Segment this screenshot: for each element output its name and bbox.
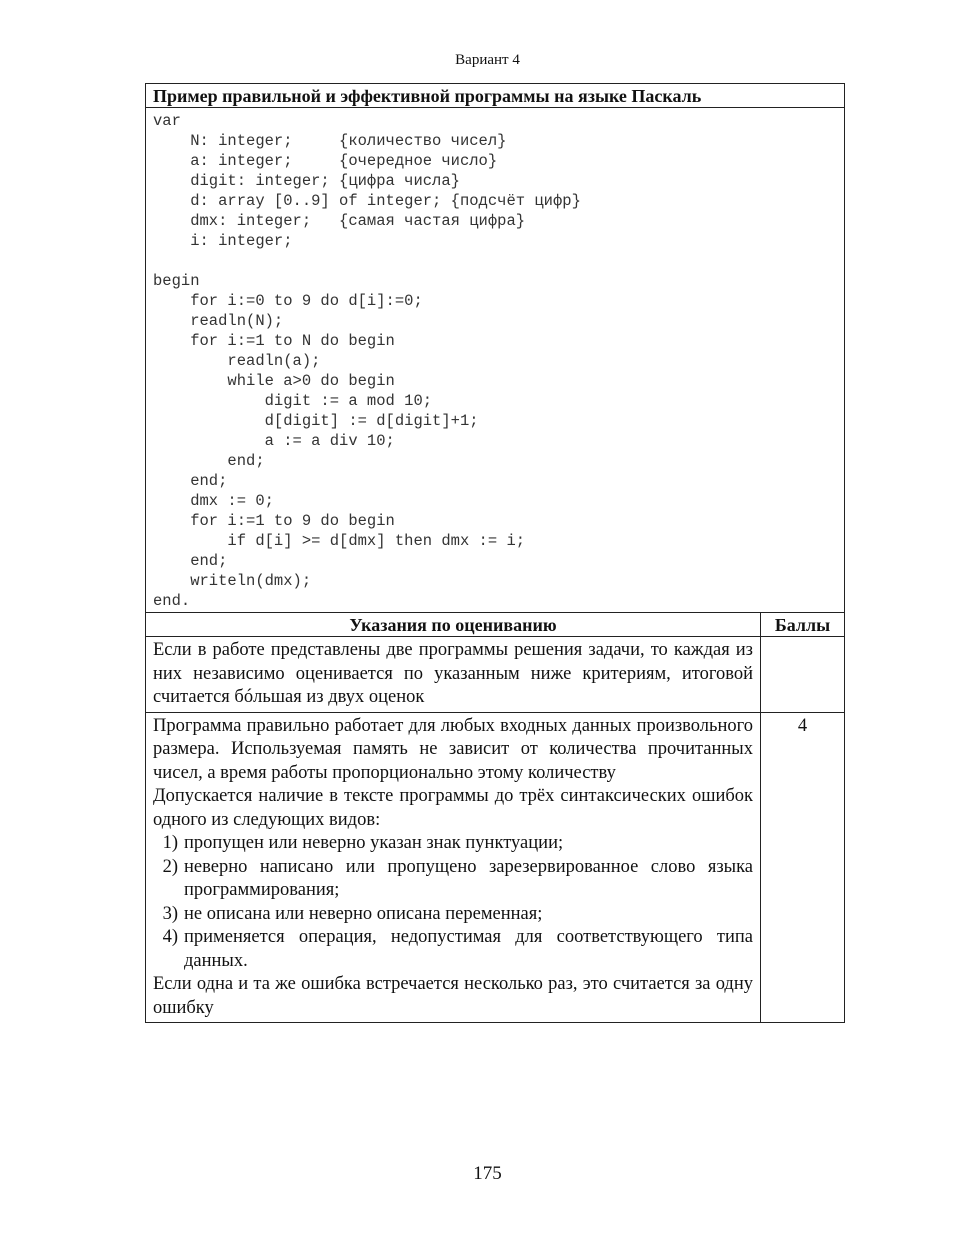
code-line: var: [153, 112, 181, 130]
criteria-heading: Указания по оцениванию: [146, 613, 761, 637]
code-line: readln(a);: [153, 352, 321, 370]
code-line: begin: [153, 272, 200, 290]
list-item-number: 4): [162, 927, 178, 947]
code-line: while a>0 do begin: [153, 372, 395, 390]
code-line: readln(N);: [153, 312, 284, 330]
criteria-cell: [146, 712, 761, 1023]
code-line: for i:=0 to 9 do d[i]:=0;: [153, 292, 423, 310]
list-item-text: применяется операция, недопустимая для соответствующего типа данных.: [184, 927, 753, 971]
grading-table: [145, 83, 845, 1023]
program-code: [146, 108, 845, 613]
list-item-text: пропущен или неверно указан знак пунктуации;: [184, 833, 564, 853]
list-item: [153, 856, 753, 903]
code-line: digit := a mod 10;: [153, 392, 433, 410]
criteria-paragraph-3: Если одна и та же ошибка встречается несколько раз, это считается за одну ошибку: [153, 974, 753, 1018]
list-item-number: 3): [162, 903, 178, 924]
program-title: Пример правильной и эффективной программы на языке Паскаль: [146, 84, 845, 108]
code-line: i: integer;: [153, 232, 293, 250]
criteria-score: 4: [761, 712, 845, 1023]
list-item-number: 2): [162, 856, 178, 877]
code-line: end;: [153, 552, 228, 570]
list-item: [153, 832, 753, 856]
intro-score: [761, 637, 845, 713]
criteria-paragraph-1: Программа правильно работает для любых входных данных произвольного размера. Используемая память не зависит от количества прочитанных чисел, а время работы пропорционально этому количеству: [153, 715, 753, 783]
code-block: [153, 111, 837, 611]
code-line: end.: [153, 592, 191, 610]
code-line: for i:=1 to N do begin: [153, 332, 395, 350]
code-line: a: integer; {очередное число}: [153, 152, 498, 170]
list-item: [153, 903, 753, 927]
code-line: dmx := 0;: [153, 492, 274, 510]
score-heading: Баллы: [761, 613, 845, 637]
code-line: if d[i] >= d[dmx] then dmx := i;: [153, 532, 526, 550]
criteria-row-4: [146, 712, 845, 1023]
page-header-variant: Вариант 4: [455, 52, 520, 68]
code-line: d: array [0..9] of integer; {подсчёт цифр}: [153, 192, 581, 210]
code-line: for i:=1 to 9 do begin: [153, 512, 395, 530]
code-line: [153, 251, 837, 271]
code-line: digit: integer; {цифра числа}: [153, 172, 460, 190]
program-code-row: [146, 108, 845, 613]
program-title-row: [146, 84, 845, 108]
list-item-number: 1): [162, 833, 178, 853]
code-line: N: integer; {количество чисел}: [153, 132, 507, 150]
intro-row: [146, 637, 845, 713]
code-line: dmx: integer; {самая частая цифра}: [153, 212, 526, 230]
code-line: writeln(dmx);: [153, 572, 312, 590]
criteria-list: [153, 832, 753, 973]
intro-text: Если в работе представлены две программы решения задачи, то каждая из них независимо оценивается по указанным ниже критериям, итоговой считается бóльшая из двух оценок: [153, 640, 753, 707]
code-line: d[digit] := d[digit]+1;: [153, 412, 479, 430]
list-item-text: не описана или неверно описана переменная;: [184, 903, 543, 924]
criteria-paragraph-2: Допускается наличие в тексте программы до трёх синтаксических ошибок одного из следующих видов:: [153, 786, 753, 830]
list-item-text: неверно написано или пропущено зарезервированное слово языка программирования;: [184, 856, 753, 900]
page-number: 175: [473, 1163, 502, 1184]
code-line: end;: [153, 452, 265, 470]
code-line: a := a div 10;: [153, 432, 395, 450]
list-item: [153, 926, 753, 973]
intro-cell: [146, 637, 761, 713]
grading-header-row: [146, 613, 845, 637]
code-line: end;: [153, 472, 228, 490]
